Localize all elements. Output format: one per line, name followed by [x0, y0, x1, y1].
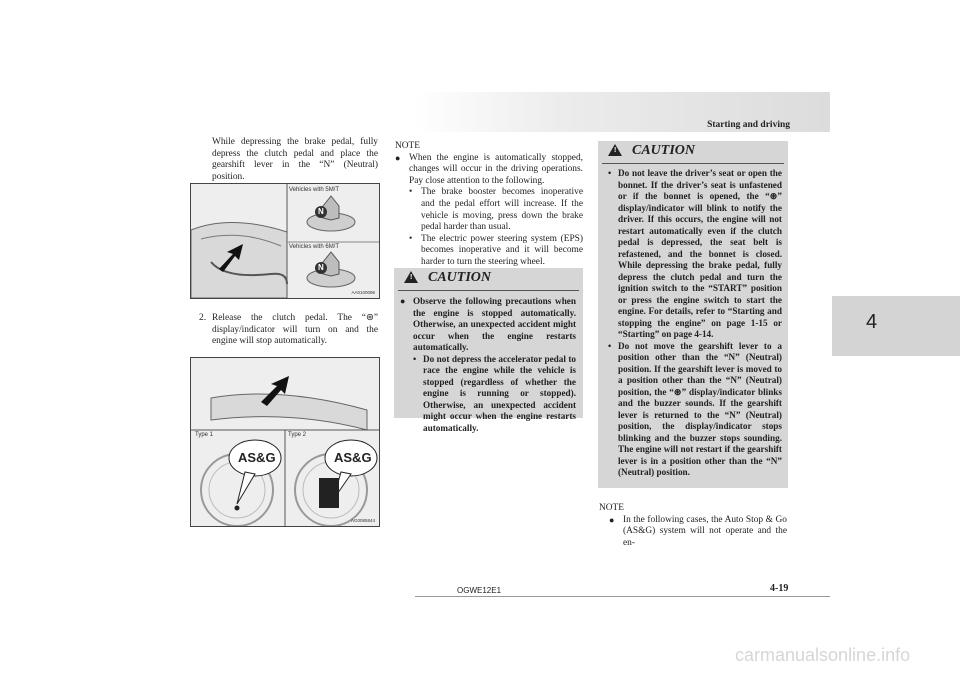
note-block — [395, 141, 583, 269]
footer-divider — [415, 596, 830, 597]
gear-letter-bottom: N — [318, 263, 324, 272]
caution-item: Do not leave the driver’s seat or open the bonnet. If the driver’s seat is unfastened or if the bonnet is opened, the “⊛” display/indicator will blink to notify the driver. If this occurs, the engine will not restart automatically even if the clutch pedal is depressed, the seat belt is refastened, and the bonnet is closed. While depressing the brake pedal, fully depress the clutch pedal and turn the ignition switch to the “START” position or press the engine switch to start the engine. For details, refer to “Starting and stopping the engine” on page 1-15 or “Starting” on page 4-14. — [618, 168, 782, 339]
chapter-number: 4 — [866, 311, 878, 333]
warning-triangle-icon: ! — [404, 271, 418, 283]
figure-code: AG0085844 — [350, 518, 375, 523]
asg-badge-type1: AS&G — [238, 450, 276, 465]
note-subitem-text: The electric power steering system (EPS) becomes inoperative and it will become harder to turn the steering wheel. — [421, 233, 583, 267]
intro-paragraph — [212, 137, 378, 183]
caution-item: Do not depress the accelerator pedal to race the engine while the vehicle is stopped (regardless of whether the engine is running or stopped). Otherwise, an unexpected accident might occur when the engine restarts automatically. — [423, 353, 576, 433]
step2-text: Release the clutch pedal. The “⊛” display/indicator will turn on and the engine will stop automatically. — [212, 313, 378, 347]
page-number: 4-19 — [770, 583, 789, 594]
figure-label-5mt: Vehicles with 5M/T — [289, 187, 340, 193]
note-bullet-icon: ● — [609, 514, 615, 525]
chapter-tab — [832, 296, 960, 356]
caution-title: CAUTION — [428, 270, 492, 285]
note-bullet-icon: ● — [395, 152, 401, 163]
figure-code: AA0100096 — [351, 290, 375, 295]
caution-header — [602, 141, 784, 164]
caution-body: • Do not leave the driver’s seat or open the bonnet. If the driver’s seat is unfastened or if the bonnet is opened, the “⊛” display/indicator will blink to notify the driver. If this occurs, the engine will not restart automatically even if the clutch pedal is depressed, the seat belt is refastened, and the bonnet is closed. While depressing the brake pedal, fully depress the clutch pedal and turn the ignition switch to the “START” position or press the engine switch to start the engine. For details, refer to “Starting and stopping the engine” on page 1-15 or “Starting” on page 4-14. • Do not move the gearshift lever to a position other than the “N” (Neutral) position. If the gearshift lever is moved to a position other than the “N” (Neutral) position, the “⊛” display/indicator blinks and the buzzer sounds. If the gearshift lever is returned to the “N” (Neutral) position, the display/indicator stops blinking and the buzzer stops sounding. The engine will not restart if the gearshift lever is in a position other than the “N” (Neutral) position. — [608, 168, 782, 477]
asg-badge-type2: AS&G — [334, 450, 372, 465]
caution-title: CAUTION — [632, 143, 696, 158]
caution-header — [398, 268, 579, 291]
intro-text: While depressing the brake pedal, fully depress the clutch pedal and place the gearshift lever in the “N” (Neutral) position. — [212, 137, 378, 182]
right-note-block — [599, 503, 787, 549]
warning-triangle-icon: ! — [608, 144, 622, 156]
note-title: NOTE — [599, 503, 624, 513]
caution-bullet-icon: ● — [400, 296, 406, 306]
caution-box-middle — [394, 268, 583, 433]
note-item — [609, 515, 787, 550]
caution-body: ● Observe the following precautions when the engine is stopped automatically. Otherwise, an unexpected accident might occur when the engine restarts automatically. • Do not depress the accelerator pedal to race the engine while the vehicle is stopped (regardless of whether the engine is running or stopped). Otherwise, an unexpected accident might occur when the engine restarts automatically. — [400, 296, 576, 433]
section-title: Starting and driving — [707, 120, 790, 130]
watermark: carmanualsonline.info — [735, 645, 911, 665]
caution-lead: Observe the following precautions when the engine is stopped automatically. Otherwise, an unexpected accident might occur when the engine restarts automatically. — [413, 296, 576, 352]
label-type1: Type 1 — [195, 432, 214, 438]
note-subitem-text: The brake booster becomes inoperative and the pedal effort will increase. If the vehicle is moving, press down the brake pedal harder than usual. — [421, 187, 583, 233]
note-subitem: • The brake booster becomes inoperative and the pedal effort will increase. If the vehicle is moving, press down the brake pedal harder than usual. — [409, 187, 583, 233]
document-code: OGWE12E1 — [457, 586, 502, 595]
note-text: When the engine is automatically stopped, changes will occur in the driving operations. Pay close attention to the following. — [409, 152, 583, 186]
label-type2: Type 2 — [288, 432, 307, 438]
note-item — [395, 153, 583, 188]
caution-item: Do not move the gearshift lever to a position other than the “N” (Neutral) position. If the gearshift lever is moved to a position other than the “N” (Neutral) position, the “⊛” display/indicator blinks and the buzzer sounds. If the gearshift lever is returned to the “N” (Neutral) position, the display/indicator stops blinking and the buzzer stops sounding. The engine will not restart if the gearshift lever is in a position other than the “N” (Neutral) position. — [618, 340, 782, 477]
asg-illustration — [191, 358, 379, 526]
gear-letter-top: N — [318, 207, 324, 216]
gearshift-illustration — [191, 184, 379, 298]
note-title: NOTE — [395, 141, 420, 151]
caution-box-right — [598, 141, 788, 488]
figure-gearshift — [190, 183, 380, 299]
figure-label-6mt: Vehicles with 6M/T — [289, 244, 340, 250]
step2-paragraph — [212, 313, 378, 348]
note-text: In the following cases, the Auto Stop & Go (AS&G) system will not operate and the en- — [623, 514, 787, 548]
note-subitem: • The electric power steering system (EPS) becomes inoperative and it will become harder to turn the steering wheel. — [409, 233, 583, 267]
figure-asg-display — [190, 357, 380, 527]
step-number: 2. — [199, 313, 207, 323]
